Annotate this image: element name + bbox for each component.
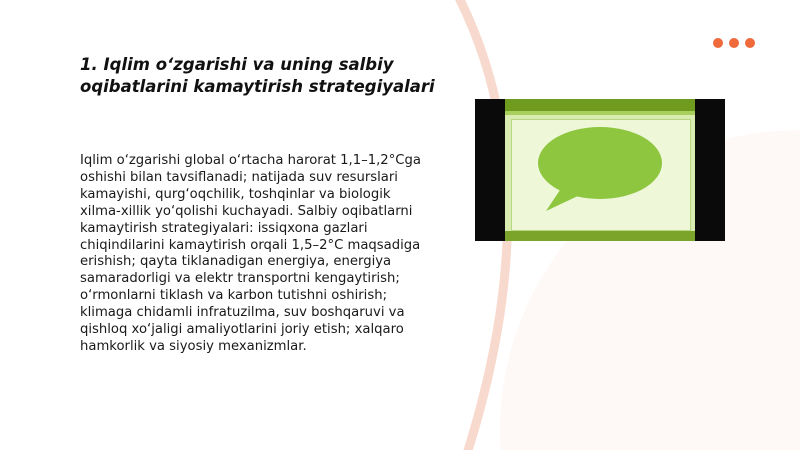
slide-title: 1. Iqlim o‘zgarishi va uning salbiy oqibatlarini kamaytirish strategiyalari bbox=[80, 55, 435, 96]
thumbnail-slide bbox=[505, 99, 695, 241]
three-dots-icon bbox=[713, 38, 755, 48]
slide-thumbnail-image bbox=[475, 99, 725, 241]
speech-bubble-icon bbox=[532, 121, 668, 217]
slide-body-text: Iqlim o‘zgarishi global o‘rtacha harorat 1,1–1,2°Cga oshishi bilan tavsiflanadi; natijada suv resurslari kamayishi, qurg‘oqchilik, toshqinlar va biologik xilma-xillik yo‘qolishi kuchayadi. Salbiy oqibatlarni kamaytirish strategiyalari: issiqxona gazlari chiqindilarini kamaytirish orqali 1,5–2°C maqsadiga erishish; qayta tiklanadigan energiya, energiya samaradorligi va elektr transportni kengaytirish; o‘rmonlarni tiklash va karbon tutishni oshirish; klimaga chidamli infratuzilma, suv boshqaruvi va qishloq xo‘jaligi amaliyotlarini joriy etish; xalqaro hamkorlik va siyosiy mexanizmlar. bbox=[80, 153, 421, 354]
